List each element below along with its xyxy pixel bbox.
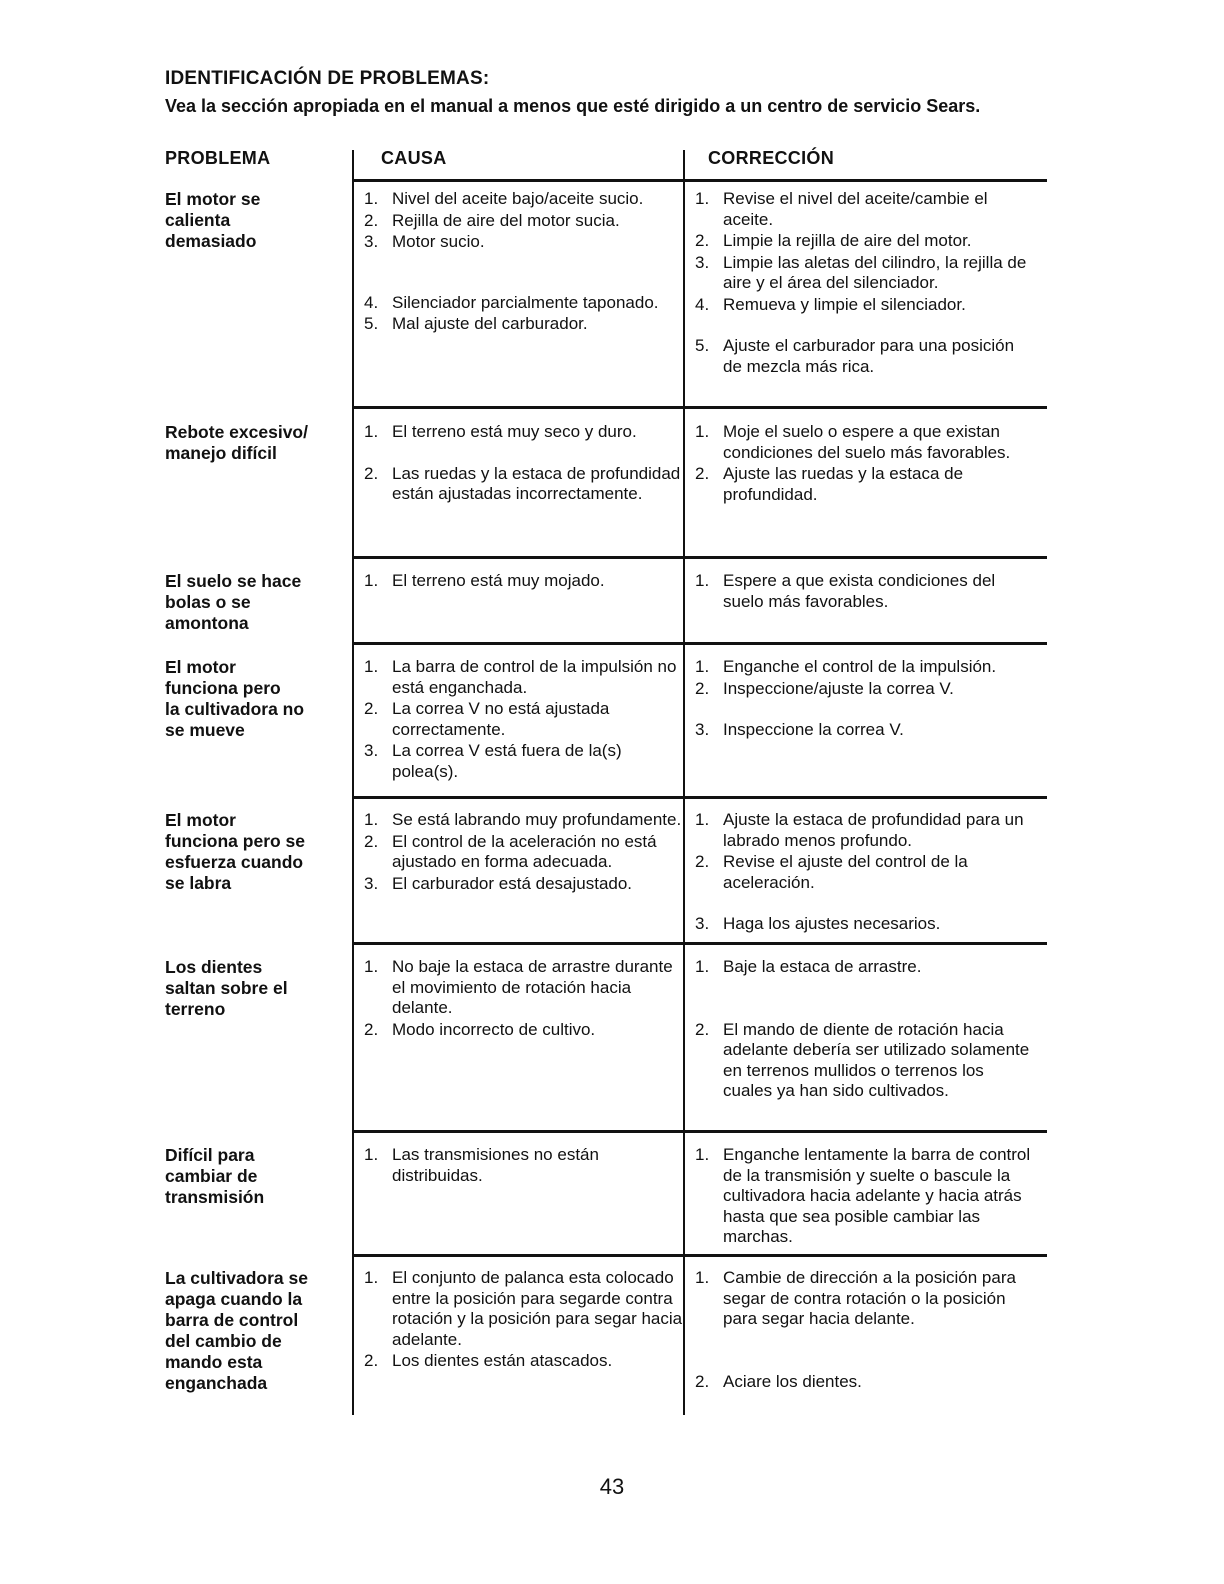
correction-item: 2. Ajuste las ruedas y la estaca de profundidad. xyxy=(695,464,964,504)
cause-item: 2. Las ruedas y la estaca de profundidad están ajustadas incorrectamente. xyxy=(364,463,681,503)
cause-list xyxy=(364,1268,684,1373)
correction-item: 2. Aciare los dientes. xyxy=(695,1371,862,1391)
cause-item: 3. El carburador está desajustado. xyxy=(364,873,633,893)
header-correccion: CORRECCIÓN xyxy=(708,148,835,168)
cause-item: 1. Nivel del aceite bajo/aceite sucio. xyxy=(364,189,644,208)
cause-item: 1. El terreno está muy seco y duro. xyxy=(364,422,637,441)
correction-item: 1. Moje el suelo o espere a que existan condiciones del suelo más favorables. xyxy=(695,422,1011,462)
row-separator xyxy=(353,1254,1047,1257)
problem-label: Rebote excesivo/ manejo difícil xyxy=(165,422,308,463)
row-separator xyxy=(353,406,1047,409)
cause-item: 5. Mal ajuste del carburador. xyxy=(364,314,588,333)
correction-item: 2. El mando de diente de rotación hacia adelante debería ser utilizado solamente en terrenos mullidos o terrenos los cuales ya han sido cultivados. xyxy=(695,1019,1030,1100)
correction-item: 3. Inspeccione la correa V. xyxy=(695,720,904,739)
cause-list xyxy=(364,657,684,783)
cause-list xyxy=(364,422,684,506)
cause-item: 1. Las transmisiones no están distribuidas. xyxy=(364,1145,599,1185)
correction-list xyxy=(695,957,1035,1103)
correction-list xyxy=(695,571,1035,613)
correction-list xyxy=(695,657,1035,742)
problem-label: Los dientes saltan sobre el terreno xyxy=(165,957,288,1019)
row-separator xyxy=(353,796,1047,799)
correction-item: 5. Ajuste el carburador para una posición de mezcla más rica. xyxy=(695,336,1015,376)
problem-label: El suelo se hace bolas o se amontona xyxy=(165,571,302,633)
header-causa: CAUSA xyxy=(381,148,447,168)
correction-list xyxy=(695,1268,1035,1393)
correction-list xyxy=(695,422,1035,506)
page-subtitle: Vea la sección apropiada en el manual a menos que esté dirigido a un centro de servicio Sears. xyxy=(165,96,981,116)
problem-label: Difícil para cambiar de transmisión xyxy=(165,1145,265,1207)
cause-item: 3. La correa V está fuera de la(s) polea(s). xyxy=(364,741,622,781)
cause-item: 2. El control de la aceleración no está ajustado en forma adecuada. xyxy=(364,831,657,871)
cause-list xyxy=(364,957,684,1041)
correction-item: 1. Espere a que exista condiciones del suelo más favorables. xyxy=(695,571,996,611)
row-separator xyxy=(353,556,1047,559)
cause-item: 2. Modo incorrecto de cultivo. xyxy=(364,1019,596,1039)
problem-label: El motor funciona pero la cultivadora no se mueve xyxy=(165,657,305,740)
cause-list xyxy=(364,1145,684,1187)
problem-label: El motor se calienta demasiado xyxy=(165,189,261,251)
cause-item: 1. La barra de control de la impulsión no está enganchada. xyxy=(364,657,677,697)
page-title: IDENTIFICACIÓN DE PROBLEMAS: xyxy=(165,68,490,89)
correction-item: 2. Revise el ajuste del control de la aceleración. xyxy=(695,852,968,892)
correction-list xyxy=(695,810,1035,936)
cause-list xyxy=(364,810,684,895)
row-separator xyxy=(353,179,1047,182)
cause-item: 1. El conjunto de palanca esta colocado entre la posición para segarde contra rotación y la posición para segar hacia adelante. xyxy=(364,1268,683,1349)
correction-item: 1. Cambie de dirección a la posición para segar de contra rotación o la posición para segar hacia delante. xyxy=(695,1268,1016,1328)
header-problema: PROBLEMA xyxy=(165,148,271,168)
cause-item: 1. El terreno está muy mojado. xyxy=(364,571,605,590)
row-separator xyxy=(353,942,1047,945)
cause-item: 2. La correa V no está ajustada correctamente. xyxy=(364,699,610,739)
correction-item: 1. Enganche el control de la impulsión. xyxy=(695,657,997,676)
row-separator xyxy=(353,642,1047,645)
problem-label: La cultivadora se apaga cuando la barra de control del cambio de mando esta enganchada xyxy=(165,1268,308,1393)
correction-item: 2. Limpie la rejilla de aire del motor. xyxy=(695,231,972,250)
table-header xyxy=(165,148,1047,178)
correction-item: 1. Ajuste la estaca de profundidad para un labrado menos profundo. xyxy=(695,810,1024,850)
correction-item: 1. Enganche lentamente la barra de control de la transmisión y suelte o bascule la cultivadora hacia adelante y hacia atrás hasta que sea posible cambiar las marchas. xyxy=(695,1145,1031,1246)
divider-causa xyxy=(352,150,354,1415)
cause-item: 1. No baje la estaca de arrastre durante el movimiento de rotación hacia delante. xyxy=(364,957,673,1017)
correction-list xyxy=(695,189,1035,378)
row-separator xyxy=(353,1130,1047,1133)
cause-item: 2. Los dientes están atascados. xyxy=(364,1351,613,1370)
correction-item: 3. Haga los ajustes necesarios. xyxy=(695,914,941,933)
correction-item: 2. Inspeccione/ajuste la correa V. xyxy=(695,678,954,698)
correction-item: 4. Remueva y limpie el silenciador. xyxy=(695,294,966,314)
correction-item: 1. Baje la estaca de arrastre. xyxy=(695,957,922,976)
correction-item: 3. Limpie las aletas del cilindro, la rejilla de aire y el área del silenciador. xyxy=(695,252,1027,292)
page-number: 43 xyxy=(599,1474,625,1499)
cause-list xyxy=(364,571,684,593)
correction-item: 1. Revise el nivel del aceite/cambie el aceite. xyxy=(695,189,988,229)
correction-list xyxy=(695,1145,1035,1249)
cause-list xyxy=(364,189,684,336)
cause-item: 1. Se está labrando muy profundamente. xyxy=(364,810,682,829)
problem-label: El motor funciona pero se esfuerza cuando se labra xyxy=(165,810,306,893)
cause-item: 3. Motor sucio. xyxy=(364,232,485,251)
cause-item: 2. Rejilla de aire del motor sucia. xyxy=(364,210,620,230)
cause-item: 4. Silenciador parcialmente taponado. xyxy=(364,292,659,312)
